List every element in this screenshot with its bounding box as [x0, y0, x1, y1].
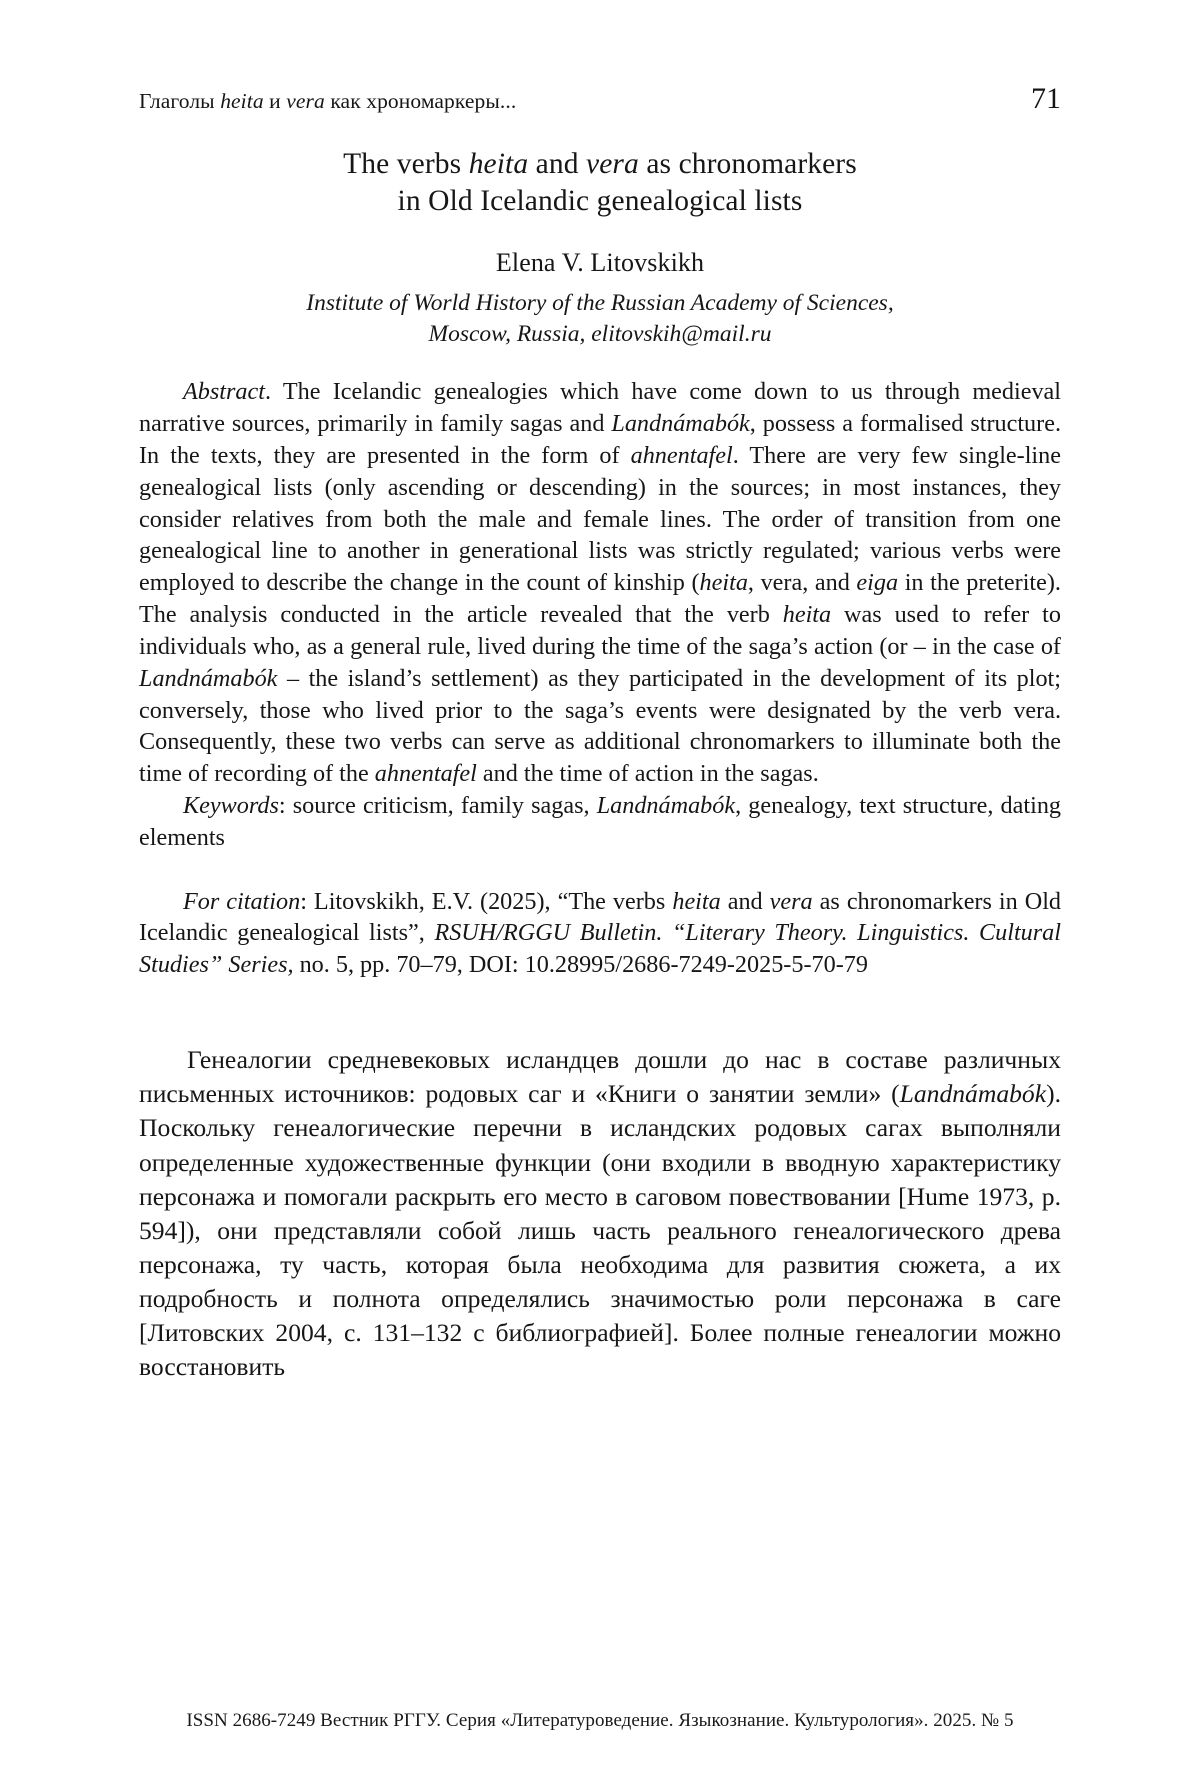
citation-italic-3: RSUH/RGGU Bulletin. “Literary Theory. Linguistics. Cultural Studies” Series,: [139, 919, 1061, 979]
abstract-text-4: , vera, and: [747, 569, 857, 597]
body-italic-1: Landnámabók: [899, 1079, 1047, 1109]
title-text-1: The verbs: [343, 148, 469, 180]
title-italic-heita: heita: [468, 148, 529, 180]
abstract-italic-7: ahnentafel: [374, 760, 477, 788]
page-content: [139, 0, 1061, 1385]
citation-text-1: : Litovskikh, E.V. (2025), “The verbs: [300, 887, 673, 915]
keywords-label: Keywords: [183, 791, 279, 819]
abstract-label: Abstract: [183, 378, 265, 406]
abstract-text-2: , possess a formalised structure. In the texts, they are presented in the form of: [139, 410, 1061, 470]
citation-label: For citation: [183, 887, 301, 915]
running-head-title: [139, 89, 516, 114]
abstract-italic-6: Landnámabók: [139, 664, 278, 692]
citation-text-2: and: [720, 887, 770, 915]
running-head-text-2: и: [263, 89, 287, 113]
running-head-italic-heita: heita: [220, 89, 264, 113]
author-affiliation: [139, 288, 1061, 351]
abstract-text-3: . There are very few single-line genealogical lists (only ascending or descending) in the sources; in most instances, they consider relatives from both the male and female lines. The order of transition from one genealogical line to another in generational lists was strictly regulated; various verbs were employed to describe the change in the count of kinship (: [139, 442, 1061, 597]
author-name: Elena V. Litovskikh: [495, 247, 705, 277]
title-text-3: as chronomarkers: [638, 148, 857, 180]
page-number: 71: [1031, 82, 1061, 115]
citation-italic-2: vera: [769, 887, 813, 915]
abstract-italic-5: heita: [782, 601, 832, 629]
citation-text-3: as chronomarkers in Old Icelandic genealogical lists”,: [139, 887, 1062, 947]
abstract-paragraph: [139, 376, 1061, 790]
running-head-text-1: Глаголы: [139, 89, 221, 113]
affiliation-line-1: Institute of World History of the Russian Academy of Sciences,: [306, 289, 894, 316]
title-italic-vera: vera: [586, 148, 639, 180]
abstract-italic-1: Landnámabók: [611, 410, 750, 438]
title-line-2: in Old Icelandic genealogical lists: [397, 185, 803, 218]
citation-italic-1: heita: [672, 887, 721, 915]
abstract-text-8: and the time of action in the sagas.: [476, 760, 819, 788]
page-title: [139, 146, 1061, 221]
page-footer: ISSN 2686-7249 Вестник РГГУ. Серия «Литературоведение. Языкознание. Культурология». 2025. № 5: [186, 1710, 1014, 1731]
citation-paragraph: [139, 886, 1061, 981]
running-head: [139, 84, 1061, 114]
keywords-paragraph: [139, 790, 1061, 854]
abstract-text-5: in the preterite). The analysis conducted in the article revealed that the verb: [139, 569, 1061, 629]
abstract-text-7: – the island’s settlement) as they participated in the development of its plot; conversely, those who lived prior to the saga’s events were designated by the verb vera. Consequently, these two verbs can serve as additional chronomarkers to illuminate both the time of recording of the: [139, 664, 1061, 788]
body-text-2: ). Поскольку генеалогические перечни в исландских родовых сагах выполняли определенные художественные функции (они входили в вводную характеристику персонажа и помогали раскрыть его место в саговом повествовании [Hume 1973, p. 594]), они представляли собой лишь часть реального генеалогического древа персонажа, ту часть, которая была необходима для развития сюжета, а их подробность и полнота определялись значимостью роли персонажа в саге [Литовских 2004, с. 131–132 с библиографией]. Более полные генеалогии можно восстановить: [139, 1079, 1061, 1382]
abstract-italic-4: eiga: [856, 569, 899, 597]
running-head-text-3: как хрономаркеры...: [324, 89, 517, 113]
title-text-2: and: [528, 148, 587, 180]
citation-text-4: no. 5, pp. 70–79, DOI: 10.28995/2686-7249-2025-5-70-79: [293, 951, 868, 979]
body-text-1: Генеалогии средневековых исландцев дошли до нас в составе различных письменных источников: родовых саг и «Книги о занятии земли» (: [139, 1045, 1061, 1109]
abstract-text-1: . The Icelandic genealogies which have come down to us through medieval narrative sources, primarily in family sagas and: [139, 378, 1061, 438]
body-paragraph: [139, 1043, 1061, 1385]
abstract-text-6: was used to refer to individuals who, as a general rule, lived during the time of the saga’s action (or – in the case of: [139, 601, 1061, 660]
affiliation-line-2: Moscow, Russia, elitovskih@mail.ru: [428, 321, 772, 348]
abstract-italic-3: heita: [699, 569, 748, 597]
keywords-text-1: : source criticism, family sagas,: [278, 791, 597, 819]
title-line-1: [343, 148, 857, 180]
keywords-text-2: , genealogy, text structure, dating elements: [139, 791, 1062, 851]
keywords-italic-1: Landnámabók: [596, 791, 736, 819]
abstract-italic-2: ahnentafel: [630, 442, 733, 470]
running-head-italic-vera: vera: [286, 89, 325, 113]
